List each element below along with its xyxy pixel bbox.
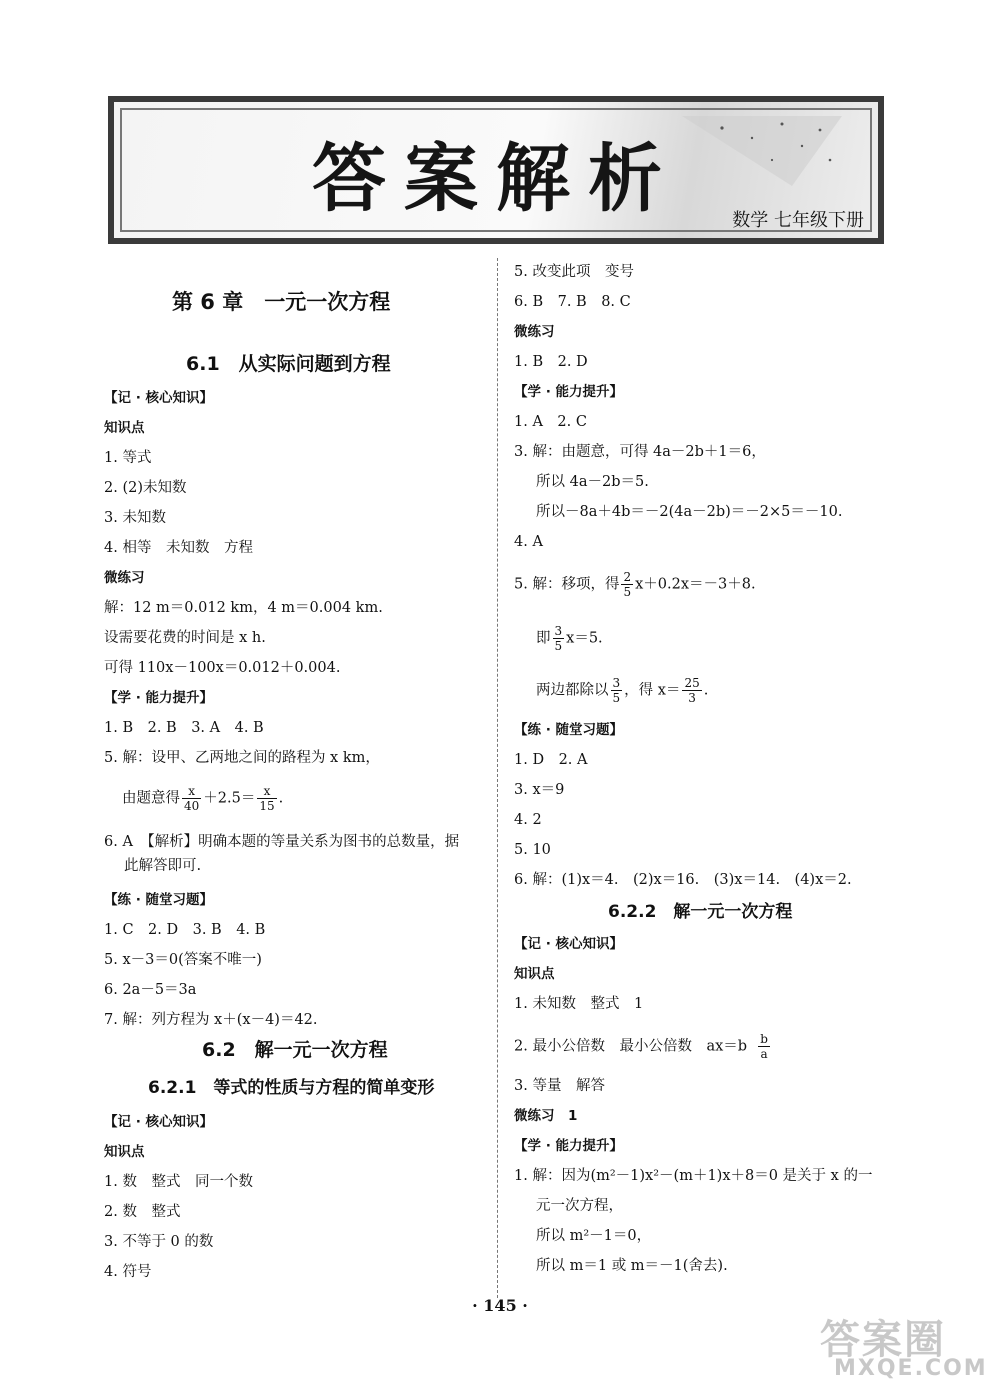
answer-line: 5. x－3＝0(答案不唯一) <box>104 952 262 968</box>
answer-line: 所以 4a－2b＝5. <box>536 474 649 490</box>
answer-line: 6. 2a－5＝3a <box>104 982 197 998</box>
answer-line: 解：12 m＝0.012 km，4 m＝0.004 km. <box>104 600 383 616</box>
section-label: 【学 · 能力提升】 <box>514 1138 624 1154</box>
answer-line: 3. 等量 解答 <box>514 1078 605 1094</box>
section-label: 【记 · 核心知识】 <box>104 390 214 406</box>
equation-text: x＋0.2x＝－3＋8. <box>635 576 756 593</box>
page-number: · 145 · <box>472 1296 528 1315</box>
subsection-label: 知识点 <box>104 420 145 436</box>
equation-line <box>536 676 708 705</box>
fraction <box>621 570 633 599</box>
denominator: a <box>760 1047 768 1061</box>
answer-line: 5. 10 <box>514 842 551 858</box>
numerator: x <box>257 784 276 799</box>
fraction <box>611 676 623 705</box>
numerator: 25 <box>684 676 700 690</box>
answer-line: 所以 m²－1＝0， <box>536 1228 652 1244</box>
answer-line: 3. 未知数 <box>104 510 166 526</box>
answer-line: 所以－8a＋4b＝－2(4a－2b)＝－2×5＝－10. <box>536 504 843 520</box>
answer-line: 1. 未知数 整式 1 <box>514 996 644 1012</box>
subsection-label: 微练习 1 <box>514 1108 578 1124</box>
answer-line: 1. B 2. D <box>514 354 588 370</box>
answer-line: 1. 数 整式 同一个数 <box>104 1174 253 1190</box>
section-title: 6.1 从实际问题到方程 <box>186 353 391 375</box>
section-title: 6.2 解一元一次方程 <box>202 1039 388 1061</box>
watermark-site: MXQE.COM <box>834 1356 988 1381</box>
equation-text: ，得 x＝ <box>624 682 681 699</box>
fraction <box>553 624 565 653</box>
equation-text: 即 <box>536 630 551 647</box>
equation-line <box>536 624 603 653</box>
numerator: 3 <box>612 676 621 690</box>
answer-line: 5. 解：设甲、乙两地之间的路程为 x km， <box>104 750 380 766</box>
section-label: 【练 · 随堂习题】 <box>514 722 624 738</box>
equation-line <box>122 784 283 813</box>
answer-line: 2. 数 整式 <box>104 1204 181 1220</box>
subsection-label: 知识点 <box>104 1144 145 1160</box>
fraction <box>758 1032 770 1061</box>
answer-line: 6. A 【解析】明确本题的等量关系为图书的总数量，据 <box>104 834 460 850</box>
subsection-label: 微练习 <box>104 570 145 586</box>
banner-title: 答案解析 <box>312 136 680 222</box>
equation-text: ＋2.5＝ <box>203 790 256 807</box>
answer-line: 此解答即可. <box>124 858 202 874</box>
answer-line: 4. 符号 <box>104 1264 152 1280</box>
denominator: 15 <box>259 799 275 813</box>
equation-text: x＝5. <box>566 630 603 647</box>
fraction <box>682 676 701 705</box>
answer-line: 5. 改变此项 变号 <box>514 264 634 280</box>
section-label: 【练 · 随堂习题】 <box>104 892 214 908</box>
answer-line: 4. 相等 未知数 方程 <box>104 540 253 556</box>
answer-line: 6. 解：(1)x＝4. (2)x＝16. (3)x＝14. (4)x＝2. <box>514 872 852 888</box>
denominator: 5 <box>554 639 563 653</box>
denominator: 5 <box>623 585 632 599</box>
fraction <box>182 784 201 813</box>
equation-text: 由题意得 <box>122 790 180 807</box>
banner-subtitle: 数学 七年级下册 <box>732 210 864 231</box>
watermark-logo <box>820 1308 990 1388</box>
section-label: 【学 · 能力提升】 <box>514 384 624 400</box>
answer-line: 6. B 7. B 8. C <box>514 294 631 310</box>
equation-text: 两边都除以 <box>536 682 609 699</box>
section-label: 【学 · 能力提升】 <box>104 690 214 706</box>
answer-line: 3. 不等于 0 的数 <box>104 1234 214 1250</box>
answer-line: 设需要花费的时间是 x h. <box>104 630 266 646</box>
equation-line <box>514 570 756 599</box>
answer-line: 元一次方程， <box>536 1198 623 1214</box>
denominator: 3 <box>688 691 696 705</box>
denominator: 5 <box>612 691 621 705</box>
numerator: 3 <box>554 624 563 638</box>
answer-line: 3. x＝9 <box>514 782 565 798</box>
answer-line: 1. D 2. A <box>514 752 588 768</box>
answer-line: 1. C 2. D 3. B 4. B <box>104 922 266 938</box>
subsection-label: 知识点 <box>514 966 555 982</box>
equation-text: . <box>703 682 709 699</box>
answer-line: 2. (2)未知数 <box>104 480 187 496</box>
answer-line: 1. 等式 <box>104 450 152 466</box>
section-label: 【记 · 核心知识】 <box>514 936 624 952</box>
numerator: b <box>760 1032 768 1046</box>
answer-line: 1. B 2. B 3. A 4. B <box>104 720 264 736</box>
answer-line: 可得 110x－100x＝0.012＋0.004. <box>104 660 341 676</box>
title-banner <box>108 96 884 244</box>
fraction <box>257 784 276 813</box>
numerator: 2 <box>623 570 632 584</box>
answer-line: 1. 解：因为(m²－1)x²－(m＋1)x＋8＝0 是关于 x 的一 <box>514 1168 873 1184</box>
answer-line: 1. A 2. C <box>514 414 587 430</box>
equation-text: 5. 解：移项，得 <box>514 576 620 593</box>
subsection-title: 6.2.2 解一元一次方程 <box>608 902 793 922</box>
watermark-text: 答案圈 <box>820 1317 946 1363</box>
answer-line: 4. 2 <box>514 812 542 828</box>
answer-line: 4. A <box>514 534 543 550</box>
column-divider <box>497 258 498 1298</box>
chapter-title: 第 6 章 一元一次方程 <box>172 290 391 314</box>
equation-text: 2. 最小公倍数 最小公倍数 ax＝b <box>514 1038 748 1055</box>
section-label: 【记 · 核心知识】 <box>104 1114 214 1130</box>
subsection-title: 6.2.1 等式的性质与方程的简单变形 <box>148 1078 435 1098</box>
answer-line: 7. 解：列方程为 x＋(x－4)＝42. <box>104 1012 318 1028</box>
answer-line: 3. 解：由题意，可得 4a－2b＋1＝6， <box>514 444 766 460</box>
subsection-label: 微练习 <box>514 324 555 340</box>
numerator: x <box>182 784 201 799</box>
denominator: 40 <box>184 799 200 813</box>
answer-line: 所以 m＝1 或 m＝－1(舍去). <box>536 1258 728 1274</box>
equation-line <box>514 1032 772 1061</box>
equation-text: . <box>278 790 284 807</box>
